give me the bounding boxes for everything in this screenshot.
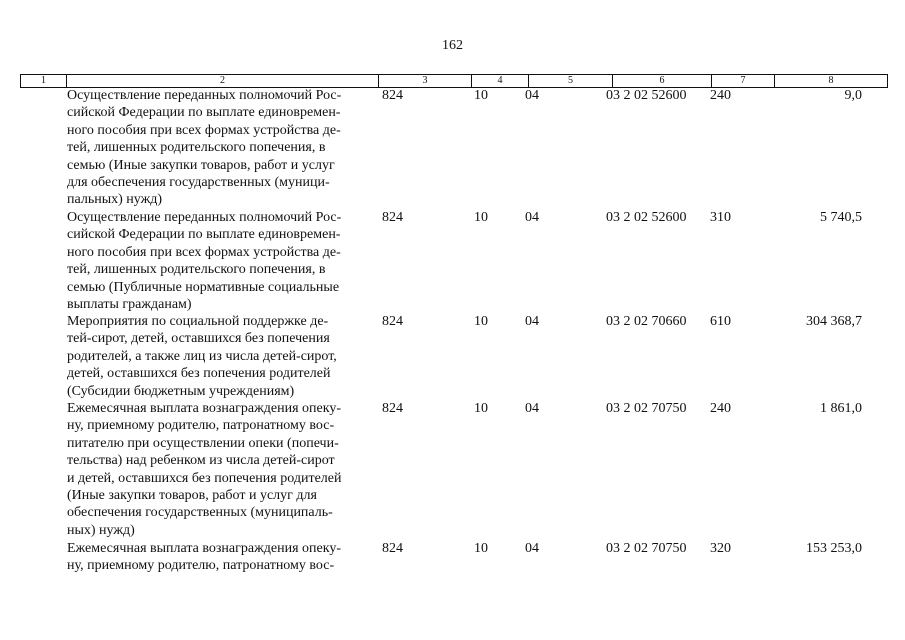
col-header-1: 1 (41, 75, 46, 86)
col-header-6: 6 (612, 75, 711, 87)
cell-amount: 153 253,0 (806, 541, 862, 556)
cell-subsection: 04 (525, 210, 539, 225)
cell-expense-type: 610 (710, 314, 731, 329)
cell-target-article: 03 2 02 52600 (606, 210, 687, 225)
page-number: 162 (442, 38, 463, 53)
row-description: Мероприятия по социальной поддержке де- тей-сирот, детей, оставшихся без попечения родителей, а также лиц из числа детей-сирот, детей, оставшихся без попечения родителей (Субсидии бюджетным учреждениям) (67, 314, 337, 399)
cell-subsection: 04 (525, 88, 539, 103)
cell-expense-type: 320 (710, 541, 731, 556)
budget-table (0, 87, 905, 576)
row-description: Ежемесячная выплата вознаграждения опеку- ну, приемному родителю, патронатному вос- (67, 541, 341, 574)
cell-target-article: 03 2 02 70750 (606, 401, 687, 416)
cell-amount: 5 740,5 (820, 210, 862, 225)
cell-section: 10 (474, 314, 488, 329)
col-header-3: 3 (378, 75, 471, 87)
cell-ministry: 824 (382, 88, 403, 103)
table-row (0, 313, 905, 400)
col-header-7: 7 (711, 75, 774, 87)
cell-subsection: 04 (525, 541, 539, 556)
cell-target-article: 03 2 02 70750 (606, 541, 687, 556)
row-description: Ежемесячная выплата вознаграждения опеку- ну, приемному родителю, патронатному вос- питателю при осуществлении опеки (попечи- тельства) над ребенком из числа детей-сирот и детей, оставшихся без попечения родителей (Иные закупки товаров, работ и услуг для обеспечения государственных (муниципаль- ных) нужд) (67, 401, 342, 538)
cell-expense-type: 240 (710, 401, 731, 416)
table-row (0, 540, 905, 576)
cell-ministry: 824 (382, 401, 403, 416)
cell-target-article: 03 2 02 70660 (606, 314, 687, 329)
cell-section: 10 (474, 541, 488, 556)
cell-section: 10 (474, 88, 488, 103)
table-row (0, 400, 905, 540)
cell-subsection: 04 (525, 314, 539, 329)
table-row (0, 87, 905, 209)
cell-amount: 9,0 (844, 88, 862, 103)
cell-amount: 304 368,7 (806, 314, 862, 329)
cell-subsection: 04 (525, 401, 539, 416)
cell-ministry: 824 (382, 541, 403, 556)
cell-section: 10 (474, 401, 488, 416)
cell-target-article: 03 2 02 52600 (606, 88, 687, 103)
col-header-4: 4 (471, 75, 528, 87)
row-description: Осуществление переданных полномочий Рос- сийской Федерации по выплате единовремен- ного пособия при всех формах устройства де- тей, лишенных родительского попечения, в семью (Иные закупки товаров, работ и услуг для обеспечения государственных (муници- пальных) нужд) (67, 88, 342, 208)
column-number-header (20, 74, 888, 88)
cell-ministry: 824 (382, 210, 403, 225)
cell-amount: 1 861,0 (820, 401, 862, 416)
cell-expense-type: 240 (710, 88, 731, 103)
cell-ministry: 824 (382, 314, 403, 329)
cell-section: 10 (474, 210, 488, 225)
cell-expense-type: 310 (710, 210, 731, 225)
col-header-5: 5 (528, 75, 612, 87)
row-description: Осуществление переданных полномочий Рос- сийской Федерации по выплате единовремен- ного пособия при всех формах устройства де- тей, лишенных родительского попечения, в семью (Публичные нормативные социальные выплаты гражданам) (67, 210, 342, 313)
col-header-8: 8 (774, 75, 887, 87)
col-header-2: 2 (66, 75, 378, 87)
table-row (0, 209, 905, 313)
